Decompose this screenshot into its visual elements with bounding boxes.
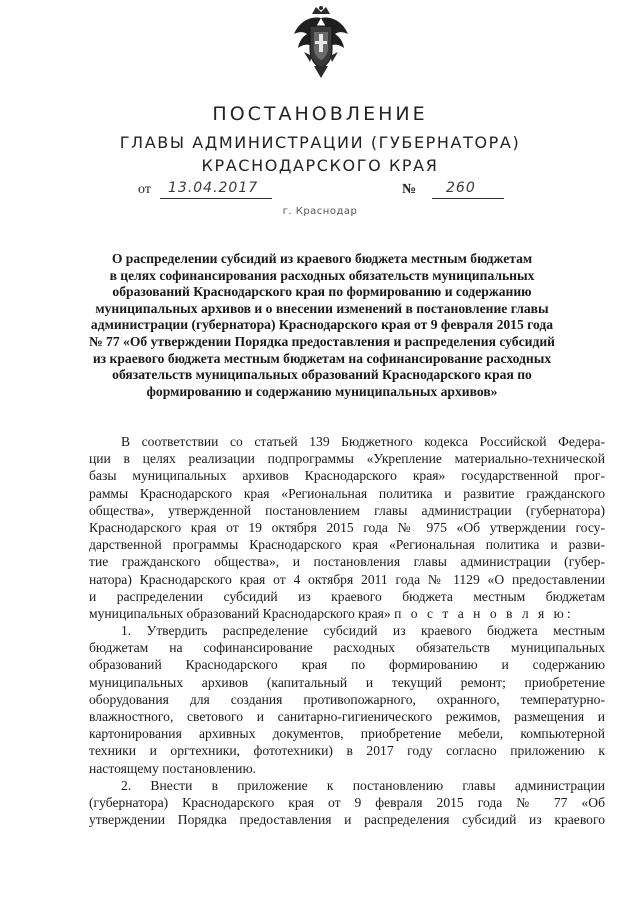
city-label: г. Краснодар — [282, 206, 358, 217]
subject-line: обязательств муниципальных образований Краснодарского края по — [112, 367, 532, 383]
body-line: общества», утвержденной постановлением главы администрации (губернатора) — [89, 502, 605, 518]
document-subject — [84, 251, 560, 400]
subject-line: администрации (губернатора) Краснодарского края от 9 февраля 2015 года — [90, 317, 554, 333]
number-field — [432, 180, 504, 199]
subject-line: в целях софинансирования расходных обязательств муниципальных — [109, 267, 535, 283]
coat-of-arms-emblem — [290, 4, 352, 80]
body-line: 1. Утвердить распределение субсидий из краевого бюджета местным — [121, 623, 605, 639]
subject-line: № 77 «Об утверждении Порядка предоставления и распределения субсидий — [88, 333, 556, 349]
date-label: от — [138, 182, 151, 197]
number-label: № — [402, 182, 417, 197]
body-line: дарственной программы Краснодарского края «Региональная политика и разви- — [89, 537, 605, 553]
subject-line: муниципальных архивов и о внесении изменений в постановление главы — [95, 300, 549, 316]
body-line: раммы Краснодарского края «Региональная политика и развитие гражданского — [89, 485, 605, 501]
issuer-line-2: КРАСНОДАРСКОГО КРАЯ — [201, 156, 439, 175]
item-2-paragraph — [89, 777, 605, 829]
document-title: ПОСТАНОВЛЕНИЕ — [212, 103, 428, 125]
decree-word: п о с т а н о в л я ю: — [394, 605, 574, 621]
document-body — [89, 433, 605, 828]
body-line: утверждении Порядка предоставления и распределения субсидий из краевого — [89, 812, 605, 828]
body-line: оборудования для создания противопожарного, охранного, температурно- — [89, 691, 605, 707]
body-line: картонирования архивных документов, приобретение мебели, компьютерной — [89, 726, 605, 742]
body-line: натора) Краснодарского края от 4 октября 2011 года № 1129 «О предоставлении — [89, 571, 605, 587]
date-value: 13.04.2017 — [168, 180, 259, 196]
body-line: В соответствии со статьей 139 Бюджетного кодекса Российской Федера- — [121, 434, 605, 449]
body-line: бюджетам на софинансирование расходных обязательств муниципальных — [89, 640, 605, 656]
preamble-paragraph — [89, 433, 605, 622]
body-line: влажностного, светового и санитарно-гигиенического режимов, размещения и — [89, 709, 605, 724]
body-line: Краснодарского края от 19 октября 2015 года № 975 «Об утверждении госу- — [89, 519, 605, 535]
body-line: базы муниципальных архивов Краснодарского края» государственной прог- — [89, 468, 605, 484]
item-1-paragraph — [89, 622, 605, 777]
body-line: тие гражданского общества», и постановления главы администрации (губер- — [89, 554, 605, 570]
number-value: 260 — [446, 180, 476, 196]
body-line: 2. Внести в приложение к постановлению главы администрации — [121, 777, 605, 793]
body-line: (губернатора) Краснодарского края от 9 февраля 2015 года № 77 «Об — [89, 794, 605, 810]
body-line: муниципальных архивов (капитальный и текущий ремонт; приобретение — [89, 674, 605, 690]
subject-line: О распределении субсидий из краевого бюджета местным бюджетам — [111, 251, 533, 266]
body-line: муниципальных образований Краснодарского края» — [89, 605, 391, 621]
body-line: ции в целях реализации подпрограммы «Укрепление материально-технической — [89, 451, 605, 467]
body-line: настоящему постановлению. — [89, 760, 257, 776]
body-line: и распределении субсидий из краевого бюджета местным бюджетам — [89, 588, 605, 604]
subject-line: из краевого бюджета местным бюджетам на софинансирование расходных — [92, 350, 552, 366]
subject-line: формированию и содержанию муниципальных архивов» — [146, 383, 498, 399]
body-line: образований Краснодарского края по формированию и содержанию — [89, 657, 605, 673]
body-line: техники и оргтехники, фототехники) в 2017 году согласно приложению к — [89, 743, 605, 759]
date-field — [160, 180, 272, 199]
issuer-line-1: ГЛАВЫ АДМИНИСТРАЦИИ (ГУБЕРНАТОРА) — [119, 133, 521, 152]
subject-line: образований Краснодарского края по формированию и содержанию — [112, 284, 532, 300]
body-line-with-decree — [89, 605, 605, 622]
